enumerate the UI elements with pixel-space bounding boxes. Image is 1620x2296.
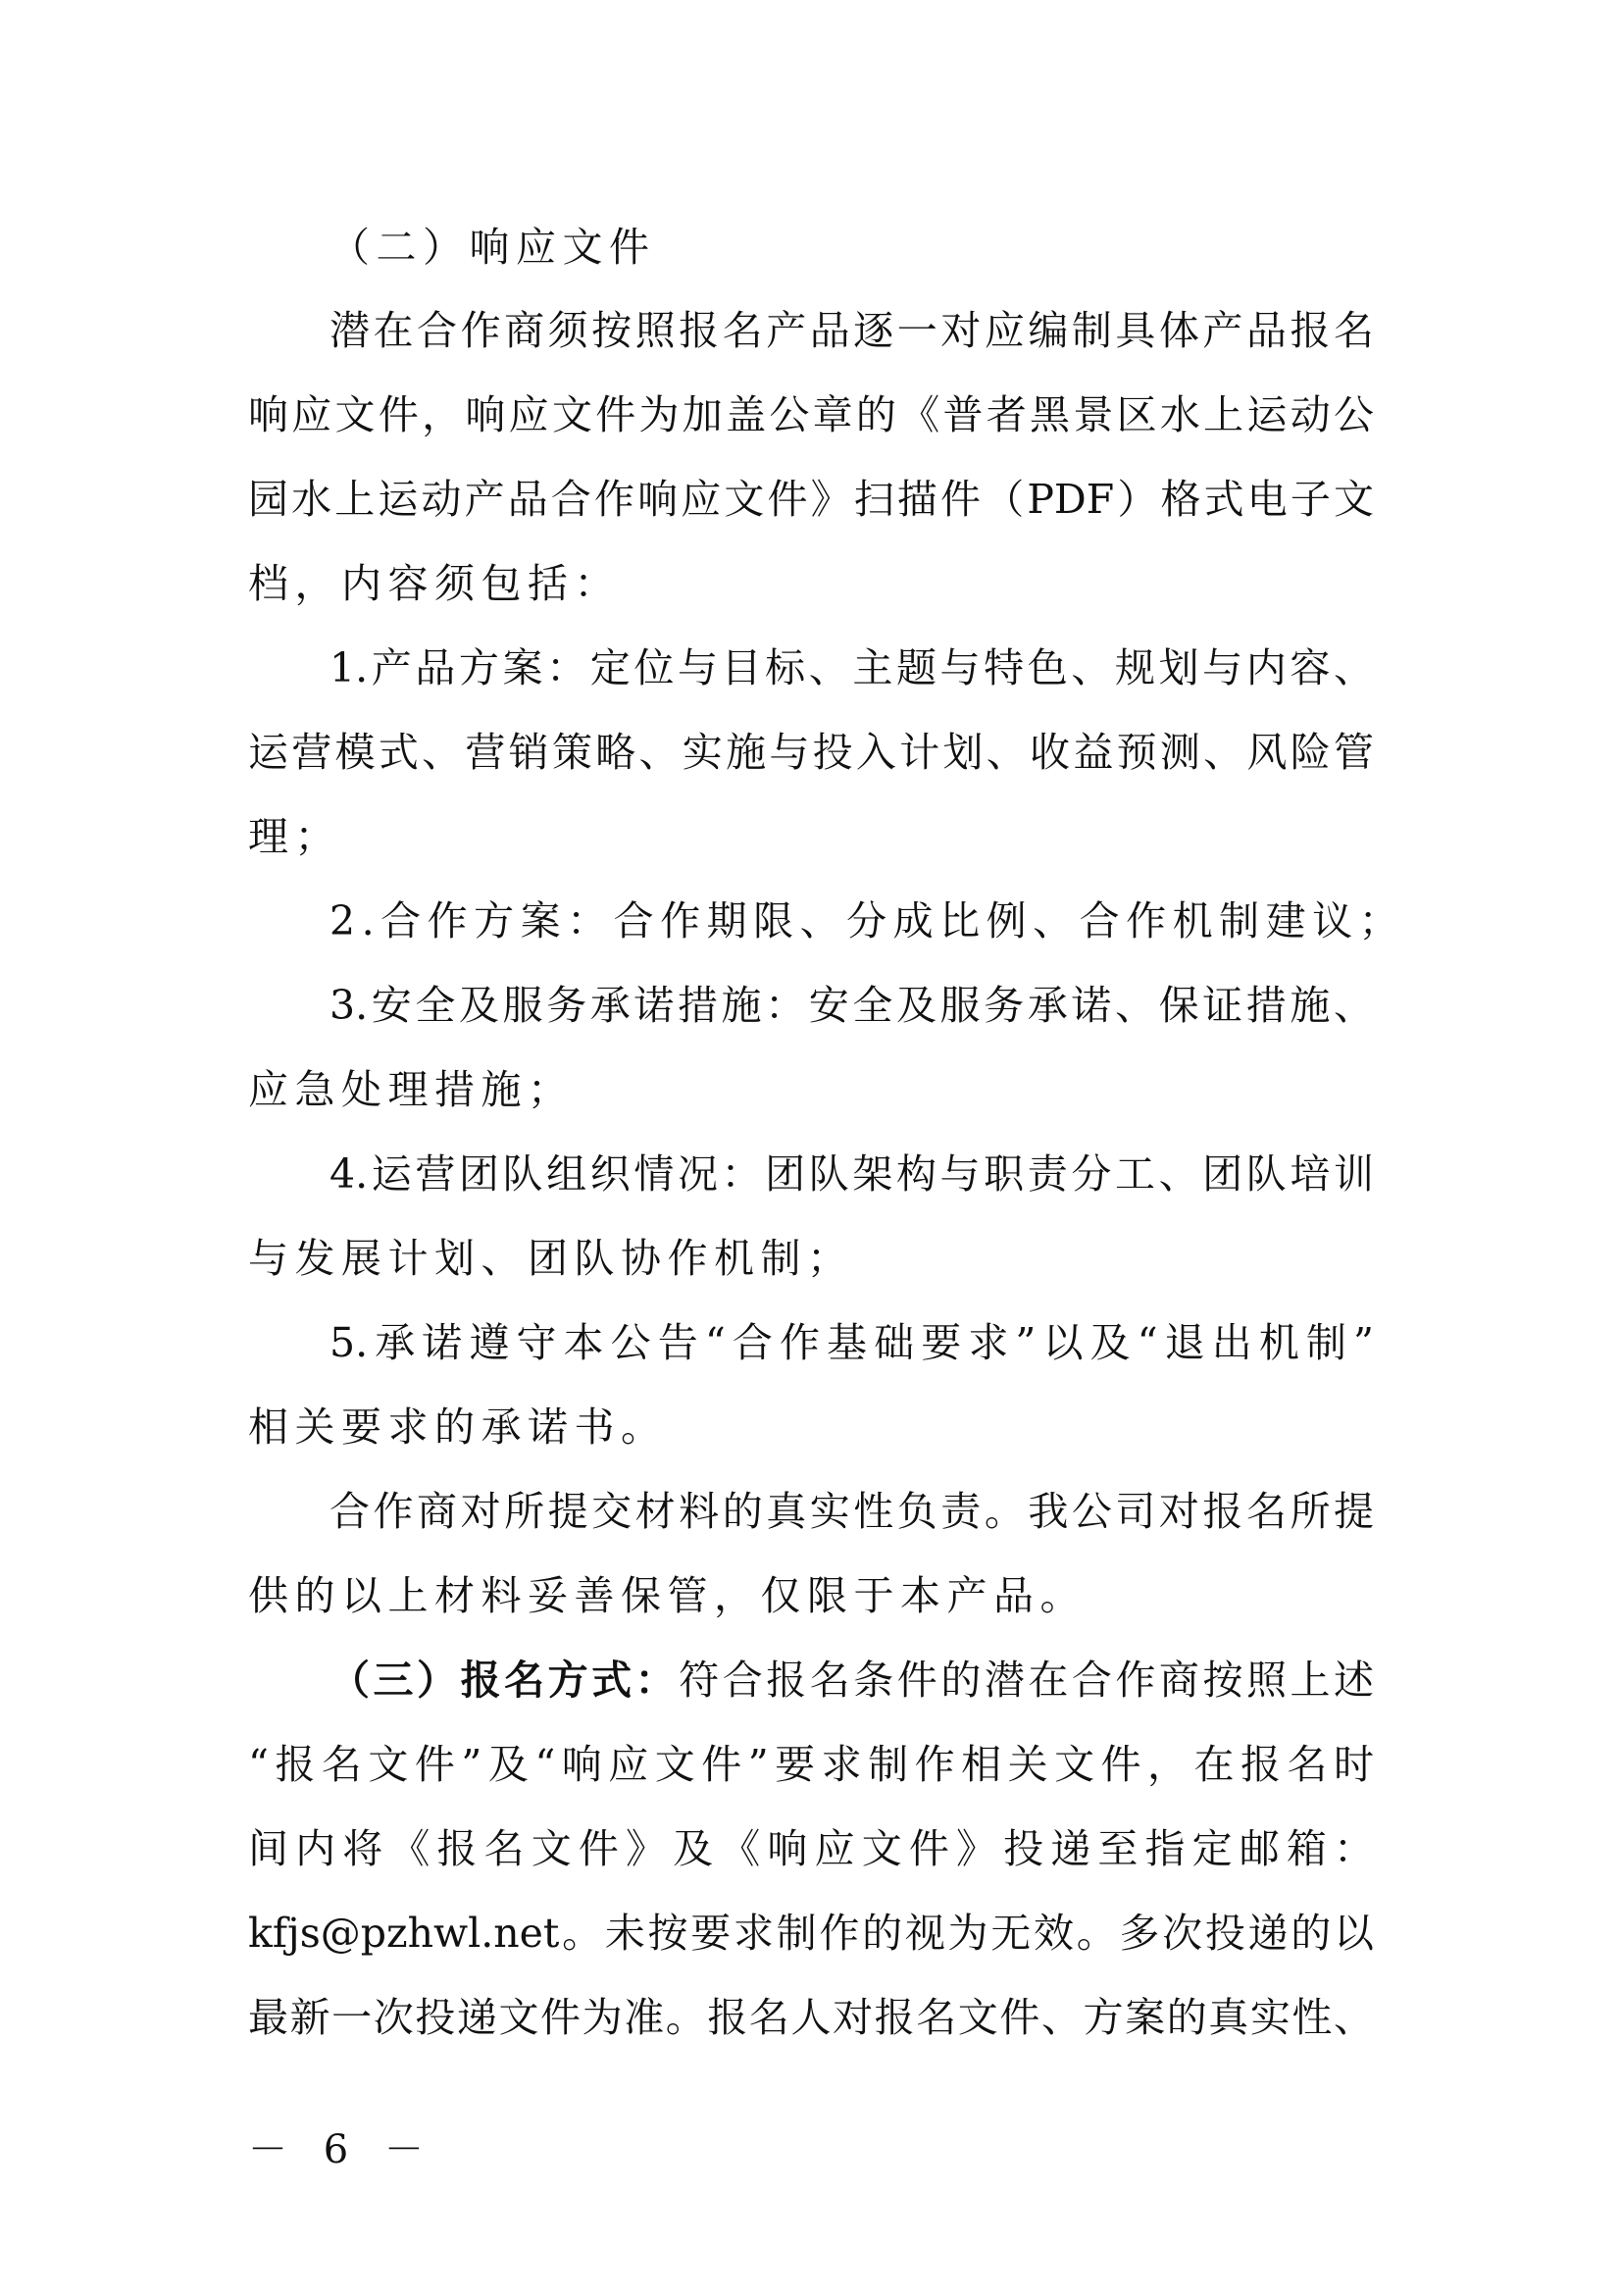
- responsibility-line: 合作商对所提交材料的真实性负责。我公司对报名所提: [329, 1488, 1374, 1535]
- list-item-product-plan: 运营模式、营销策略、实施与投入计划、收益预测、风险管: [248, 729, 1374, 776]
- list-item-product-plan: 1.产品方案：定位与目标、主题与特色、规划与内容、: [329, 644, 1374, 691]
- list-item-cooperation-plan: 2.合作方案：合作期限、分成比例、合作机制建议；: [329, 897, 1406, 944]
- section-three-line: 间内将《报名文件》及《响应文件》投递至指定邮箱：: [248, 1825, 1374, 1872]
- list-item-commitment: 相关要求的承诺书。: [248, 1403, 668, 1451]
- page-number: － 6 －: [248, 2127, 435, 2172]
- list-item-safety-service: 应急处理措施；: [248, 1066, 575, 1113]
- section-three-first-line: [329, 1657, 1374, 1704]
- list-item-operation-team: 与发展计划、团队协作机制；: [248, 1235, 854, 1282]
- paragraph-line: 园水上运动产品合作响应文件》扫描件（PDF）格式电子文: [248, 476, 1374, 523]
- section-two-heading: （二）响应文件: [329, 224, 656, 271]
- section-three-line: “报名文件”及“响应文件”要求制作相关文件，在报名时: [248, 1741, 1374, 1788]
- paragraph-line: 档，内容须包括：: [248, 560, 621, 607]
- list-item-operation-team: 4.运营团队组织情况：团队架构与职责分工、团队培训: [329, 1150, 1374, 1198]
- section-three-line: 最新一次投递文件为准。报名人对报名文件、方案的真实性、: [248, 1994, 1374, 2041]
- list-item-safety-service: 3.安全及服务承诺措施：安全及服务承诺、保证措施、: [329, 982, 1374, 1029]
- section-three-intro: 符合报名条件的潜在合作商按照上述: [679, 1657, 1375, 1704]
- paragraph-line: 潜在合作商须按照报名产品逐一对应编制具体产品报名: [329, 307, 1374, 354]
- list-item-commitment: 5.承诺遵守本公告“合作基础要求”以及“退出机制”: [329, 1319, 1374, 1366]
- list-item-product-plan: 理；: [248, 813, 341, 860]
- section-three-email-line: kfjs@pzhwl.net。未按要求制作的视为无效。多次投递的以: [248, 1910, 1374, 1957]
- paragraph-line: 响应文件，响应文件为加盖公章的《普者黑景区水上运动公: [248, 391, 1374, 438]
- responsibility-line: 供的以上材料妥善保管，仅限于本产品。: [248, 1572, 1087, 1619]
- section-three-heading: （三）报名方式：: [329, 1657, 680, 1704]
